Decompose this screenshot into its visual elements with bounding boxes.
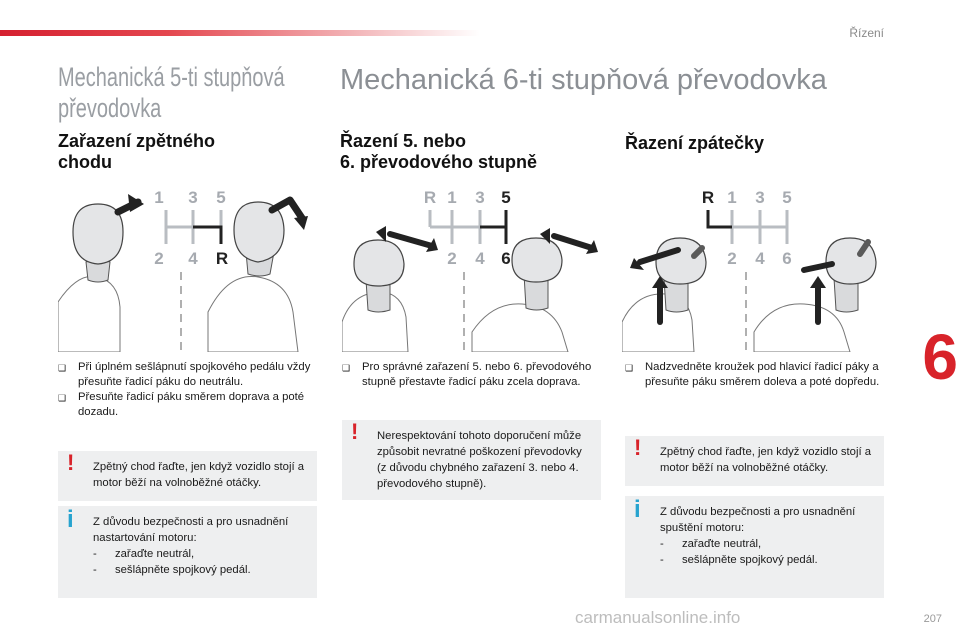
section-label: Řízení	[849, 26, 884, 40]
gear-label: 6	[782, 249, 792, 268]
list-item: - zařaďte neutrál,	[660, 538, 762, 550]
gear-knob-left	[342, 226, 438, 352]
gear-label: 1	[154, 188, 164, 207]
gear-label-active: R	[701, 188, 715, 207]
list-item: ❑ Pro správné zařazení 5. nebo 6. převodového stupně přestavte řadicí páku zcela doprava.	[342, 361, 592, 388]
col3-warning-box: ! Zpětný chod řaďte, jen když vozidlo stojí a motor běží na volnoběžné otáčky.	[625, 436, 884, 486]
reverse-gear-figure-6speed	[622, 182, 886, 352]
info-i-icon: i	[634, 496, 641, 523]
gear-label: 1	[447, 188, 457, 207]
page-title: Mechanická 6-ti stupňová převodovka	[340, 64, 827, 96]
col1-heading: Zařazení zpětného chodu	[58, 131, 216, 172]
reverse-gear-figure-5speed	[58, 182, 318, 352]
gear-pattern-diagram	[154, 188, 228, 268]
gear-label: 4	[755, 249, 765, 268]
list-item: - zařaďte neutrál,	[93, 548, 195, 560]
col2-instructions	[342, 360, 592, 390]
gear-label: R	[423, 188, 437, 207]
list-item: ❑ Nadzvedněte kroužek pod hlavicí řadicí páky a přesuňte páku směrem doleva a poté dopředu.	[625, 361, 880, 388]
col1-info-box: i Z důvodu bezpečnosti a pro usnadnění nastartování motoru: - zařaďte neutrál, - sešlápněte spojkový pedál.	[58, 506, 317, 598]
col1-warning-box: ! Zpětný chod řaďte, jen když vozidlo stojí a motor běží na volnoběžné otáčky.	[58, 451, 317, 501]
gear-label: 2	[154, 249, 164, 268]
gear-label: 5	[216, 188, 226, 207]
info-i-icon: i	[67, 506, 74, 533]
gear-label: 5	[782, 188, 792, 207]
gear-label-active: R	[215, 249, 229, 268]
list-item: ❑ Při úplném sešlápnutí spojkového pedálu vždy přesuňte řadicí páku do neutrálu.	[58, 361, 311, 388]
checkbox-bullet-icon: ❑	[58, 393, 67, 403]
col2-warning-box: ! Nerespektování tohoto doporučení může způsobit nevratné poškození převodovky (z důvodu chybného zařazení 3. nebo 4. převodového stupně).	[342, 420, 601, 500]
gear-knob-left	[622, 238, 706, 352]
gear-label: 3	[188, 188, 198, 207]
gear-label: 1	[727, 188, 737, 207]
gear-knob-right	[208, 200, 308, 352]
gear-knob-right	[754, 238, 876, 352]
list-item: ❑ Přesuňte řadicí páku směrem doprava a poté dozadu.	[58, 391, 305, 418]
gear-label: 3	[755, 188, 765, 207]
col1-instructions	[58, 360, 316, 420]
checkbox-bullet-icon: ❑	[625, 363, 634, 373]
gear-label: 2	[727, 249, 737, 268]
checkbox-bullet-icon: ❑	[58, 363, 67, 373]
watermark-link[interactable]: carmanualsonline.info	[575, 608, 741, 627]
col3-heading: Řazení zpátečky	[625, 133, 765, 153]
gear-label: 4	[475, 249, 485, 268]
col2-heading: Řazení 5. nebo 6. převodového stupně	[340, 131, 538, 172]
gear-pattern-diagram	[702, 188, 792, 268]
gear-pattern-diagram	[424, 188, 511, 268]
exclamation-warning-icon: !	[634, 435, 642, 460]
chapter-number: 6	[922, 321, 958, 393]
gear-knob-left	[58, 194, 144, 352]
fifth-sixth-gear-figure	[342, 182, 600, 352]
gear-label-active: 6	[501, 249, 511, 268]
gear-label: 4	[188, 249, 198, 268]
gear-label: 2	[447, 249, 457, 268]
page-number: 207	[923, 613, 942, 625]
checkbox-bullet-icon: ❑	[342, 363, 351, 373]
list-item: - sešlápněte spojkový pedál.	[660, 554, 818, 566]
gear-knob-right	[472, 228, 598, 352]
gear-label-active: 5	[501, 188, 511, 207]
exclamation-warning-icon: !	[351, 419, 359, 444]
col3-instructions	[625, 360, 880, 390]
list-item: - sešlápněte spojkový pedál.	[93, 564, 251, 576]
header-accent-bar	[0, 30, 480, 36]
col3-info-box: i Z důvodu bezpečnosti a pro usnadnění spuštění motoru: - zařaďte neutrál, - sešlápněte spojkový pedál.	[625, 496, 884, 598]
gear-label: 3	[475, 188, 485, 207]
previous-section-title: Mechanická 5-ti stupňová převodovka	[58, 62, 285, 123]
exclamation-warning-icon: !	[67, 450, 75, 475]
